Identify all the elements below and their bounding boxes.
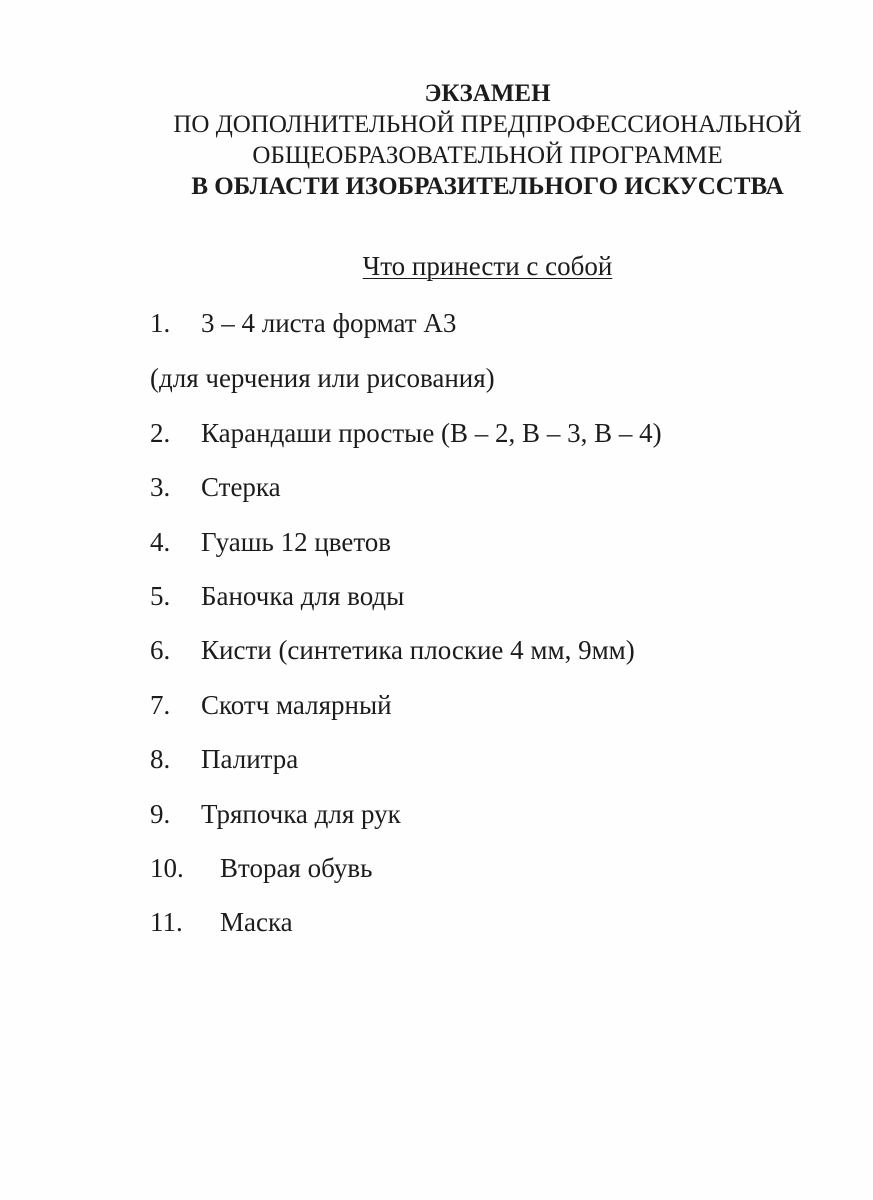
- item-text: Баночка для воды: [201, 581, 405, 611]
- item-text: Тряпочка для рук: [201, 799, 401, 829]
- program-line-1: ПО ДОПОЛНИТЕЛЬНОЙ ПРЕДПРОФЕССИОНАЛЬНОЙ: [173, 111, 802, 138]
- item-text: Вторая обувь: [220, 853, 373, 883]
- item-number: 1.: [150, 308, 171, 338]
- program-field: В ОБЛАСТИ ИЗОБРАЗИТЕЛЬНОГО ИСКУССТВА: [191, 173, 784, 200]
- item-number: 11.: [150, 907, 183, 937]
- item-number: 6.: [150, 635, 171, 665]
- item-number: 9.: [150, 799, 171, 829]
- item-note: (для черчения или рисования): [150, 363, 495, 393]
- item-text: Кисти (синтетика плоские 4 мм, 9мм): [201, 635, 635, 665]
- item-text: Карандаши простые (В – 2, В – 3, В – 4): [201, 418, 662, 448]
- item-number: 7.: [150, 690, 171, 720]
- program-line-2: ОБЩЕОБРАЗОВАТЕЛЬНОЙ ПРОГРАММЕ: [252, 142, 723, 169]
- item-text: 3 – 4 листа формат А3: [201, 308, 457, 338]
- item-text: Скотч малярный: [201, 690, 392, 720]
- item-number: 10.: [150, 853, 184, 883]
- checklist-heading: Что принести с собой: [362, 251, 613, 281]
- exam-title: ЭКЗАМЕН: [424, 80, 551, 107]
- item-number: 3.: [150, 472, 171, 502]
- item-text: Стерка: [201, 472, 281, 502]
- item-text: Палитра: [201, 744, 299, 774]
- item-text: Гуашь 12 цветов: [201, 527, 392, 557]
- item-number: 8.: [150, 744, 171, 774]
- item-number: 4.: [150, 527, 171, 557]
- item-number: 2.: [150, 418, 171, 448]
- item-text: Маска: [220, 907, 293, 937]
- item-number: 5.: [150, 581, 171, 611]
